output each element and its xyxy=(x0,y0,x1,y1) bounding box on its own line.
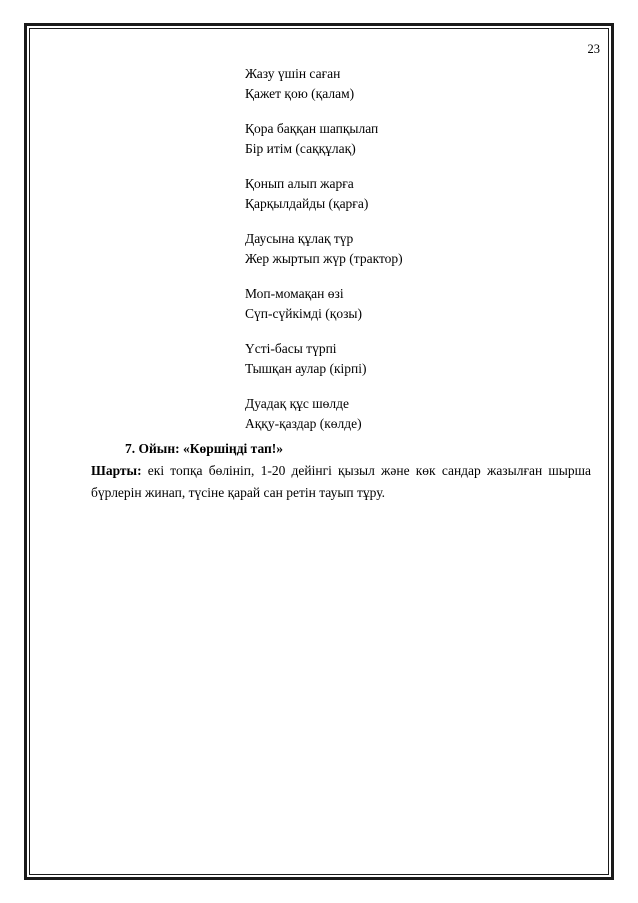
riddle-line: Қора баққан шапқылап xyxy=(245,121,379,136)
riddle-line: Жер жыртып жүр (трактор) xyxy=(245,250,403,266)
riddle-line: Үсті-басы түрпі xyxy=(245,341,337,356)
riddle-line: Тышқан аулар (кірпі) xyxy=(245,360,367,376)
riddle-line: Дуадақ құс шөлде xyxy=(245,396,349,411)
riddle-poem xyxy=(245,64,575,449)
riddle-line: Сүп-сүйкімді (қозы) xyxy=(245,305,362,321)
riddle-stanza xyxy=(245,119,575,158)
riddle-line: Моп-момақан өзі xyxy=(245,286,344,301)
riddle-line: Жазу үшін саған xyxy=(245,66,341,81)
page-number: 23 xyxy=(587,42,600,56)
riddle-stanza xyxy=(245,394,575,433)
riddle-line: Қарқылдайды (қарға) xyxy=(245,195,369,211)
game-rules xyxy=(91,460,591,504)
riddle-stanza xyxy=(245,174,575,213)
riddle-line: Даусына құлақ түр xyxy=(245,231,354,246)
riddle-line: Бір итім (саққұлақ) xyxy=(245,140,356,156)
rules-text: екі топқа бөлініп, 1-20 дейінгі қызыл және көк сандар жазылған шырша бүрлерін жинап, түсіне қарай сан ретін тауып тұру. xyxy=(91,463,591,500)
riddle-stanza xyxy=(245,284,575,323)
rules-label: Шарты: xyxy=(91,463,142,478)
riddle-line: Қонып алып жарға xyxy=(245,176,354,191)
game-title: 7. Ойын: «Көршіңді тап!» xyxy=(125,441,284,456)
riddle-stanza xyxy=(245,339,575,378)
riddle-stanza xyxy=(245,229,575,268)
riddle-line: Қажет қою (қалам) xyxy=(245,85,355,101)
riddle-stanza xyxy=(245,64,575,103)
riddle-line: Аққу-қаздар (көлде) xyxy=(245,415,362,431)
